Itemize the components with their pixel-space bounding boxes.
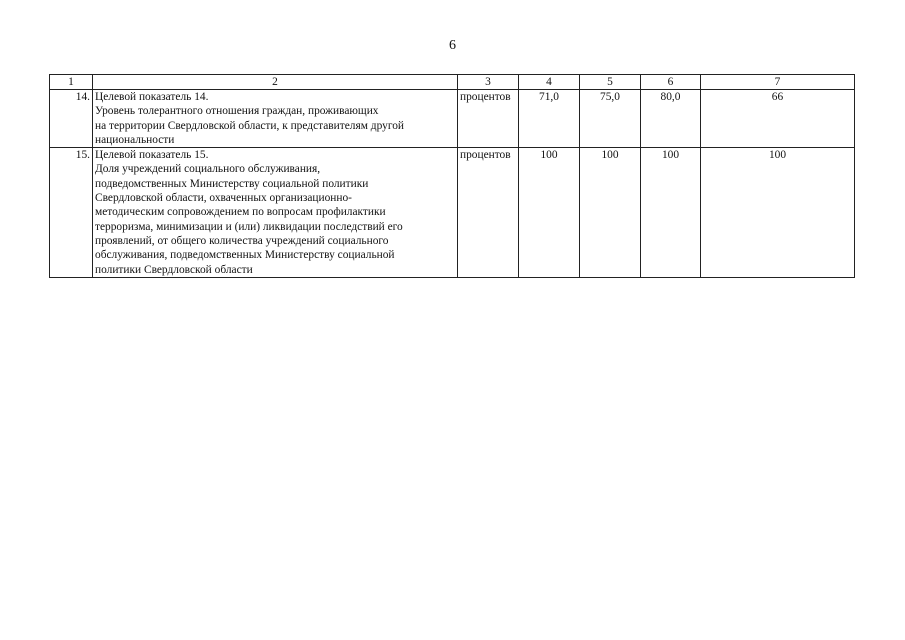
header-col-6: 6 <box>641 75 701 90</box>
description-line: национальности <box>95 133 175 146</box>
indicator-description <box>93 90 458 148</box>
table-row <box>50 148 855 278</box>
unit-cell: процентов <box>458 90 519 148</box>
description-line: проявлений, от общего количества учреждений социального <box>95 234 389 247</box>
value-col-4: 71,0 <box>519 90 580 148</box>
description-line: Свердловской области, охваченных организационно- <box>95 192 352 205</box>
description-line: Доля учреждений социального обслуживания, <box>95 163 321 176</box>
value-col-5: 100 <box>580 148 641 278</box>
unit-cell: процентов <box>458 148 519 278</box>
description-line: политики Свердловской области <box>95 263 253 276</box>
header-col-1: 1 <box>50 75 93 90</box>
value-col-7: 66 <box>701 90 855 148</box>
header-col-4: 4 <box>519 75 580 90</box>
description-line: обслуживания, подведомственных Министерству социальной <box>95 249 395 262</box>
value-col-6: 100 <box>641 148 701 278</box>
description-line: Целевой показатель 15. <box>95 149 209 162</box>
header-col-2: 2 <box>93 75 458 90</box>
header-col-5: 5 <box>580 75 641 90</box>
description-line: Целевой показатель 14. <box>95 91 209 103</box>
description-line: на территории Свердловской области, к представителям другой <box>95 119 404 132</box>
table-row <box>50 90 855 148</box>
indicator-description <box>93 148 458 278</box>
value-col-7: 100 <box>701 148 855 278</box>
value-col-6: 80,0 <box>641 90 701 148</box>
row-number: 15. <box>50 148 93 278</box>
value-col-4: 100 <box>519 148 580 278</box>
description-line: терроризма, минимизации и (или) ликвидации последствий его <box>95 220 403 233</box>
description-line: Уровень толерантного отношения граждан, проживающих <box>95 105 379 118</box>
page-number: 6 <box>449 38 456 53</box>
table-header-row <box>50 75 855 90</box>
indicators-table <box>49 74 855 278</box>
header-col-3: 3 <box>458 75 519 90</box>
value-col-5: 75,0 <box>580 90 641 148</box>
row-number: 14. <box>50 90 93 148</box>
header-col-7: 7 <box>701 75 855 90</box>
description-line: методическим сопровождением по вопросам профилактики <box>95 206 386 219</box>
description-line: подведомственных Министерству социальной политики <box>95 177 369 190</box>
